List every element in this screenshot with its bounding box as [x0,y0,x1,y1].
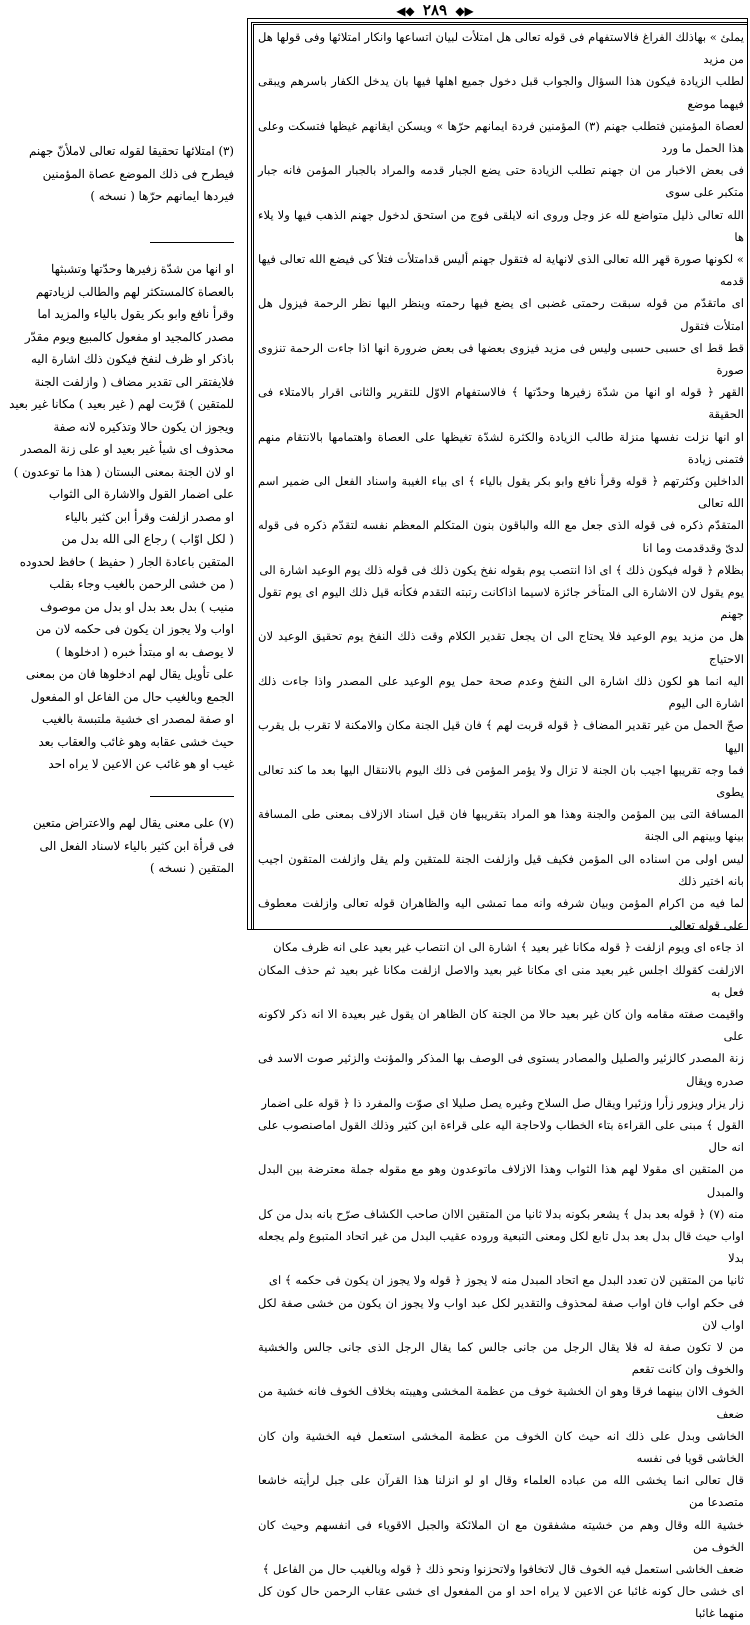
text-line: الازلفت كقولك اجلس غير بعيد منى اى مكانا غير بعيد والاصل ازلفت مكانا غير بعيد ثم حذف المكان فعل به [258,962,744,999]
divider-line [150,242,234,243]
ornament-right-icon: ◆▶ [455,4,474,18]
text-line: منه (٧) ﴿ قوله بعد بدل ﴾ يشعر بكونه بدلا ثانيا من المتقين الاان صاحب الكشاف صرّح بانه بدل من كل [258,1206,744,1221]
note-line: بالعصاة كالمستكثر لهم والطالب لزيادتهم [35,284,234,299]
note-line: حيث خشى عقابه وهو غائب والعقاب بعد [38,734,234,749]
ornament-left-icon: ◀◆ [396,4,415,18]
note-line: المتقين ( نسخه ) [150,861,234,875]
text-line: اليه انما هو لكون ذلك اشارة الى النفخ وعدم صحة حمل يوم الوعيد على المصدر واذا جاءت ذلك اشارة الى اليوم [258,673,744,711]
text-line: اواب حيث قال بدل بعد بدل تابع لكل ومعنى التبعية وروده عقيب البدل من غير اتحاد المتبوع ولم يجعله بدلا [258,1228,744,1266]
text-line: الله تعالى ذليل متواضع لله عز وجل وروى انه لايلقى فوج من استحق لدخول جهنم الذهب فيها ولا يلاء ها [258,207,744,244]
text-line: زار يزار ويزور زأرا وزئيرا ويقال صل السلاح وغيره يصل صليلا اى صوّت والمفرد ذا ﴿ قوله على اضمار [261,1095,744,1110]
text-line: قط قط اى حسبى حسبى وليس فى مزيد فيزوى بعضها فى بعض ضرورة انها اذا جاءت الرحمة تنزوى صورة [258,340,744,378]
side-note-2 [6,258,234,776]
text-line: لما فيه من اكرام المؤمن وبيان شرفه وانه مما تمشى اليه والظاهران قوله تعالى وازلفت معطوف على قوله تعالى [258,895,744,933]
text-line: خشية الله وقال وهم من خشيته مشفقون مع ان الملائكة والجبل الاقوياء فى انفسهم وحيث كان الخوف من [258,1517,744,1554]
note-line: محذوف اى شيأ غير بعيد او على زنة المصدر [20,442,234,456]
text-line: ثانيا من المتقين لان تعدد البدل مع اتحاد المبدل منه لا يجوز ﴿ قوله ولا يجوز ان يكون فى حكمه ﴾ اى [268,1273,744,1288]
text-line: هل من مزيد يوم الوعيد فلا يحتاج الى ان يجعل تقدير الكلام وقت ذلك النفخ يوم تحقيق الوعيد لان الاحتياج [258,629,744,666]
text-line: من المتقين اى مقولا لهم هذا الثواب وهذا الازلاف ماتوعدون وهو مع مقوله جملة معترضة بين البدل والمبدل [258,1162,744,1199]
note-line: فيطرح فى ذلك الموضع عصاة المؤمنين [42,166,234,181]
text-line: المسافة التى بين المؤمن والجنة وهذا هو المراد بتقريبها فان قيل اسناد الازلاف بمعنى طى المسافة بينها وبينهم الى الجنة [258,807,744,844]
note-line: اواب ولا يجوز ان يكون فى حكمه لان من [35,622,234,636]
text-line: » لكونها صورة قهر الله تعالى الذى لانهاية له فتقول جهنم أليس قدامتلأت فتلأ كى فيضع الله تعالى فيها قدمه [258,252,744,289]
text-line: ليس اولى من اسناده الى المؤمن فكيف قيل وازلفت الجنة للمتقين ولم يقل وازلفت المتقون اجيب بانه اختير ذلك [258,851,744,888]
text-line: الخاشى وبدل على ذلك انه حيث كان الخوف من عظمة المخشى استعمل فيه الخشية وان كان الخاشى قويا فى نفسه [258,1428,744,1465]
text-line: لعصاة المؤمنين فتطلب جهنم (٣) المؤمنين فردة ايمانهم حرّها » ويسكن ايقانهم غيظها فتسكت وعلى هذا الحمل ما ورد [258,118,745,156]
note-line: لا يوصف به او مبتدأ خبره ( ادخلوها ) [55,644,234,659]
note-line: او لان الجنة بمعنى البستان ( هذا ما توعدون ) [13,464,234,479]
note-line: فى قرأة ابن كثير بالياء لاسناد الفعل الى [39,838,234,853]
text-line: فى بعض الاخبار من ان جهنم تطلب الزيادة حتى يضع الجبار قدمه والمراد بالجبار المؤمن فانه جبار متكبر على سوى [258,163,744,200]
note-line: على تأويل يقال لهم ادخلوها فان من بمعنى [25,667,234,681]
text-line: من لا تكون صفة له فلا يقال الرجل من جانى جالس كما يقال الرجل الذى جانى جالس والخشية والخوف وان كانت تقعم [258,1339,744,1377]
text-line: الداخلين وكثرتهم ﴿ قوله وقرأ نافع وابو بكر يقول بالياء ﴾ اى بياء الغيبة واسناد الفعل الى ضمير اسم الله تعالى [258,474,744,511]
text-line: القول ﴾ مبنى على القراءة بتاء الخطاب ولاحاجة اليه على قراءة ابن كثير وذلك القول اماصنصوب على انه حال [258,1117,744,1155]
text-line: قال تعالى انما يخشى الله من عباده العلماء وقال او لو انزلنا هذا القرآن على جبل لرأيته خاشعا متصدعا من [258,1473,744,1510]
side-note-1 [6,140,234,208]
main-commentary-text [258,26,745,1621]
note-line: ويجوز ان يكون حالا وتذكيره لانه صفة [53,419,234,434]
side-note-3 [6,812,234,880]
text-line: بظلام ﴿ قوله فيكون ذلك ﴾ اى اذا انتصب يوم بقوله نفخ يكون ذلك فى قوله ذلك يوم الوعيد اشارة الى [259,562,744,577]
note-line: او صفة لمصدر اى خشية ملتبسة بالغيب [41,712,234,726]
note-line: او انها من شدّة زفيرها وحدّتها وتشبثها [51,262,234,276]
text-line: فما وجه تقريبها اجيب بان الجنة لا تزال ولا يؤمر المؤمن فى ذلك اليوم بالانتقال اليها بعد ما كند تعالى يطوى [258,762,744,799]
note-line: ( من خشى الرحمن بالغيب وجاء بقلب [49,577,234,591]
note-line: الجمع وبالغيب حال من الفاعل او المفعول [30,689,234,704]
page-number-text: ٢٨٩ [422,1,448,19]
text-line: القهر ﴿ قوله او انها من شدّة زفيرها وحدّتها ﴾ فالاستفهام الاوّل للتقرير والثانى اقرار بالامتلاء فى الحقيقة [258,385,744,422]
text-line: ضعف الخاشى استعمل فيه الخوف قال لاتخافوا ولاتحزنوا ونحو ذلك ﴿ قوله وبالغيب حال من الفاعل ﴾ [262,1562,744,1577]
note-line: غيب او هو غائب عن الاعين لا يراه احد [48,757,234,771]
note-line: للمتقين ) قرّبت لهم ( غير بعيد ) مكانا غير بعيد [9,397,234,411]
note-line: باذكر او ظرف لنفخ فيكون ذلك اشارة اليه [31,352,234,366]
text-line: يملئ » بهاذلك الفراغ فالاستفهام فى قوله تعالى هل امتلأت لبيان اتساعها وانكار امتلائها وفى قولها هل من مزيد [258,30,744,67]
text-line: الخوف الاان بينهما فرقا وهو ان الخشية خوف من عظمة المخشى وهيبته بخلاف الخوف فانه خشية من ضعف [258,1384,744,1421]
divider-line [150,796,234,797]
text-line: اى ماتقدّم من قوله سبقت رحمتى غضبى اى يضع فيها رحمته وينظر اليها نظر الرحمة فيزول هل امتلأت فتقول [258,296,744,333]
note-line: (٣) امتلائها تحقيقا لقوله تعالى لاملأنّ جهنم [28,144,234,158]
note-line: المتقين باعادة الجار ( حفيظ ) حافظ لحدوده [19,554,234,569]
note-line: مصدر كالمجيد او مفعول كالمبيع ويوم مقدّر [24,329,234,344]
text-line: اى خشى حال كونه غائبا عن الاعين لا يراه احد او من المفعول اى خشى عقاب الرحمن حال كون كل منهما غائبا [258,1584,744,1621]
text-line: المتقدّم ذكره فى قوله الذى جعل مع الله والباقون بنون المتكلم المعظم نفسه لتقدّم ذكره فى قوله لدىّ وقدقدمت وما انا [258,518,744,555]
note-line: على اضمار القول والاشارة الى الثواب [48,487,234,501]
text-line: واقيمت صفته مقامه وان كان غير بعيد حالا من الجنة كان الظاهر ان يقول غير بعيدة الا انه ذكر لاكونه على [258,1006,744,1044]
text-line: لطلب الزيادة فيكون هذا السؤال والجواب قبل دخول جميع اهلها فيها بان يدخل الكفار باسرهم ويبقى فيهما موضع [258,74,744,111]
text-line: صحّ الحمل من غير تقدير المضاف ﴿ قوله قربت لهم ﴾ فان قيل الجنة مكان والامكنة لا تقرب بل يقرب اليها [258,718,744,755]
text-line: اذ جاءه اى ويوم ازلفت ﴿ قوله مكانا غير بعيد ﴾ اشارة الى ان انتصاب غير بعيد على انه ظرف مكان [273,940,744,955]
note-line: فلايفتقر الى تقدير مضاف ( وازلفت الجنة [34,374,234,389]
note-line: وقرأ نافع وابو بكر يقول بالياء والمزيد اما [37,307,234,321]
note-line: (٧) على معنى يقال لهم والاعتراض متعين [33,816,234,830]
note-line: او مصدر ازلفت وقرأ ابن كثير بالياء [64,509,234,524]
note-line: ( لكل اوّاب ) رجاع الى الله بدل من [61,532,234,546]
note-line: منيب ) بدل بعد بدل او بدل من موصوف [40,599,234,614]
text-line: فى حكم اواب فان اواب صفة لمحذوف والتقدير لكل عبد اواب ولا يجوز ان يكون من خشى صفة لكل اواب لان [258,1295,744,1332]
text-line: او انها نزلت نفسها منزلة طالب الزيادة والكثرة لشدّة تغيظها على العصاة واهتمامها بالانتقام منهم فتمنى زيادة [258,429,744,466]
text-line: يوم يقول لان الاشارة الى المتأخر جائزة لاسيما اذاكانت رتبته التقدم فكأنه قيل ذلك اليوم اى يوم تقول جهنم [258,585,744,622]
text-line: زنة المصدر كالزئير والصليل والمصادر يستوى فى الوصف بها المذكر والمؤنث والزئير صوت الاسد فى صدره ويقال [258,1051,744,1088]
note-line: فيردها ايمانهم حرّها ( نسخه ) [90,189,234,203]
